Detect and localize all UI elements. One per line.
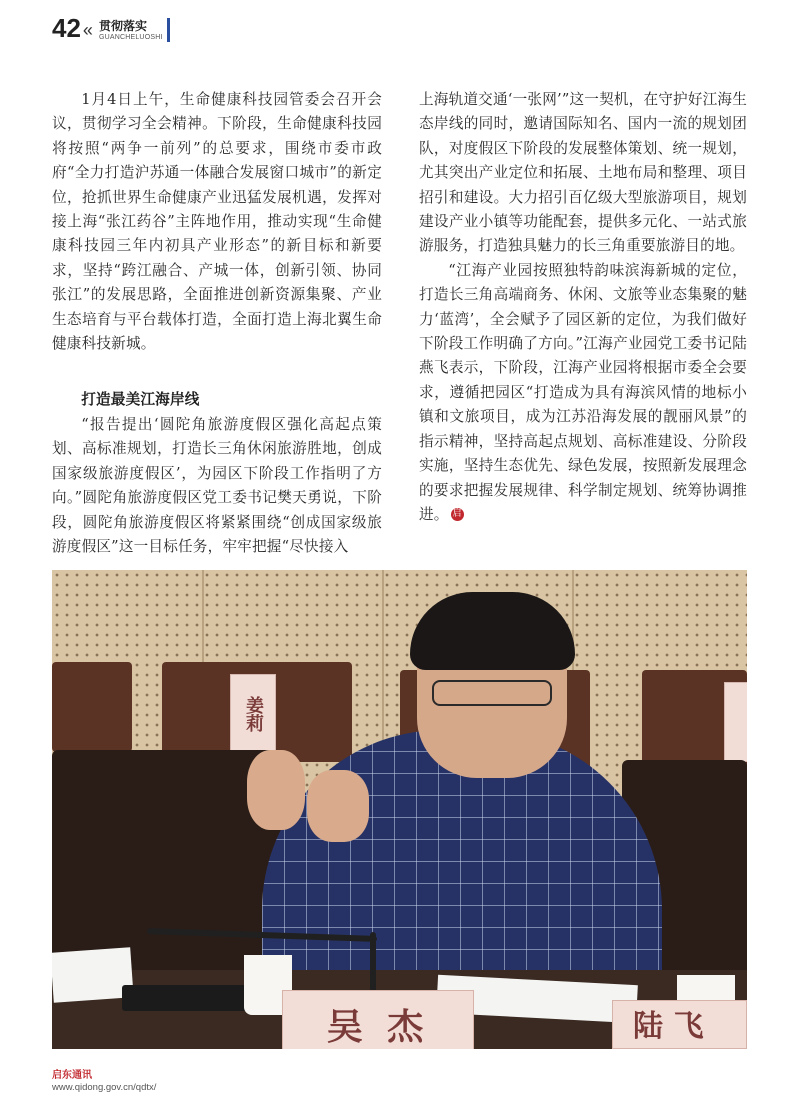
page-number: 42 <box>52 13 81 43</box>
back-name-card-partial <box>724 682 747 762</box>
glasses-icon <box>432 680 552 706</box>
chevron-icon: « <box>82 20 93 40</box>
website-link[interactable]: www.qidong.gov.cn/qdtx/ <box>52 1082 157 1093</box>
page-header <box>52 10 170 42</box>
front-name-card: 吴 杰 <box>282 990 474 1049</box>
back-name-card: 姜莉 <box>230 674 276 754</box>
chair-back <box>52 662 132 752</box>
subheading: 打造最美江海岸线 <box>81 392 200 409</box>
paragraph-text: “江海产业园按照独特韵味滨海新城的定位，打造长三角高端商务、休闲、文旅等业态集聚的魅力‘蓝湾’，全会赋予了园区新的定位，为我们做好下阶段工作明确了方向。”江海产业园党工委书记陆燕飞表示，下阶段，江海产业园将根据市委全会要求，遵循把园区“打造成为具有海滨风情的地标小镇和文旅项目，成为江苏沿海发展的靓丽风景”的指示精神，坚持高起点规划、高标准建设、分阶段实施，坚持生态优先、绿色发展，按照新发展理念的要求把握发展规律、科学制定规划、统筹协调推进。 <box>419 261 747 523</box>
speaker-hand <box>247 750 305 830</box>
page-footer <box>52 1070 156 1094</box>
paragraph: 上海轨道交通‘一张网’”这一契机，在守护好江海生态岸线的同时，邀请国际知名、国内一流的规划团队，对度假区下阶段的发展整体策划、统一规划，尤其突出产业定位和拓展、土地布局和整理、项目招引和建设。大力招引百亿级大型旅游项目，规划建设产业小镇等功能配套，提供多元化、一站式旅游服务，打造独具魅力的长三角重要旅游目的地。 <box>419 91 748 255</box>
speaker-hand <box>307 770 369 842</box>
section-divider <box>167 18 170 42</box>
section-subtitle: GUANCHELUOSHI <box>98 34 163 41</box>
left-column <box>52 88 382 559</box>
end-mark-icon: 启 <box>452 509 462 520</box>
paragraph-with-end-mark <box>419 259 747 527</box>
paragraph: “报告提出‘圆陀角旅游度假区强化高起点策划、高标准规划，打造长三角休闲旅游胜地，创成国家级旅游度假区’，为园区下阶段工作指明了方向。”圆陀角旅游度假区党工委书记樊天勇说，下阶段，圆陀角旅游度假区将紧紧围绕“创成国家级旅游度假区”这一目标任务，牢牢把握“尽快接入 <box>52 415 382 555</box>
speaker-hair <box>410 592 575 670</box>
section-label <box>99 19 163 42</box>
right-name-card: 陆 飞 <box>612 1000 747 1049</box>
magazine-name: 启东通讯 <box>52 1070 92 1081</box>
right-column <box>419 88 747 527</box>
section-title: 贯彻落实 <box>98 19 147 33</box>
notebook <box>122 985 252 1011</box>
paragraph: 1月4日上午，生命健康科技园管委会召开会议，贯彻学习全会精神。下阶段，生命健康科技园将按照“两争一前列”的总要求，围绕市委市政府“全力打造沪苏通一体融合发展窗口城市”的新定位，抢抓世界生命健康产业迅猛发展机遇，发挥对接上海“张江药谷”主阵地作用，推动实现“生命健康科技园三年内初具产业形态”的新目标和新要求，坚持“跨江融合、产城一体，创新引领、协同张江”的发展思路，全面推进创新资源集聚、产业生态培育与平台载体打造，全面打造上海北翼生命健康科技新城。 <box>52 91 382 353</box>
meeting-photo <box>52 570 747 1049</box>
